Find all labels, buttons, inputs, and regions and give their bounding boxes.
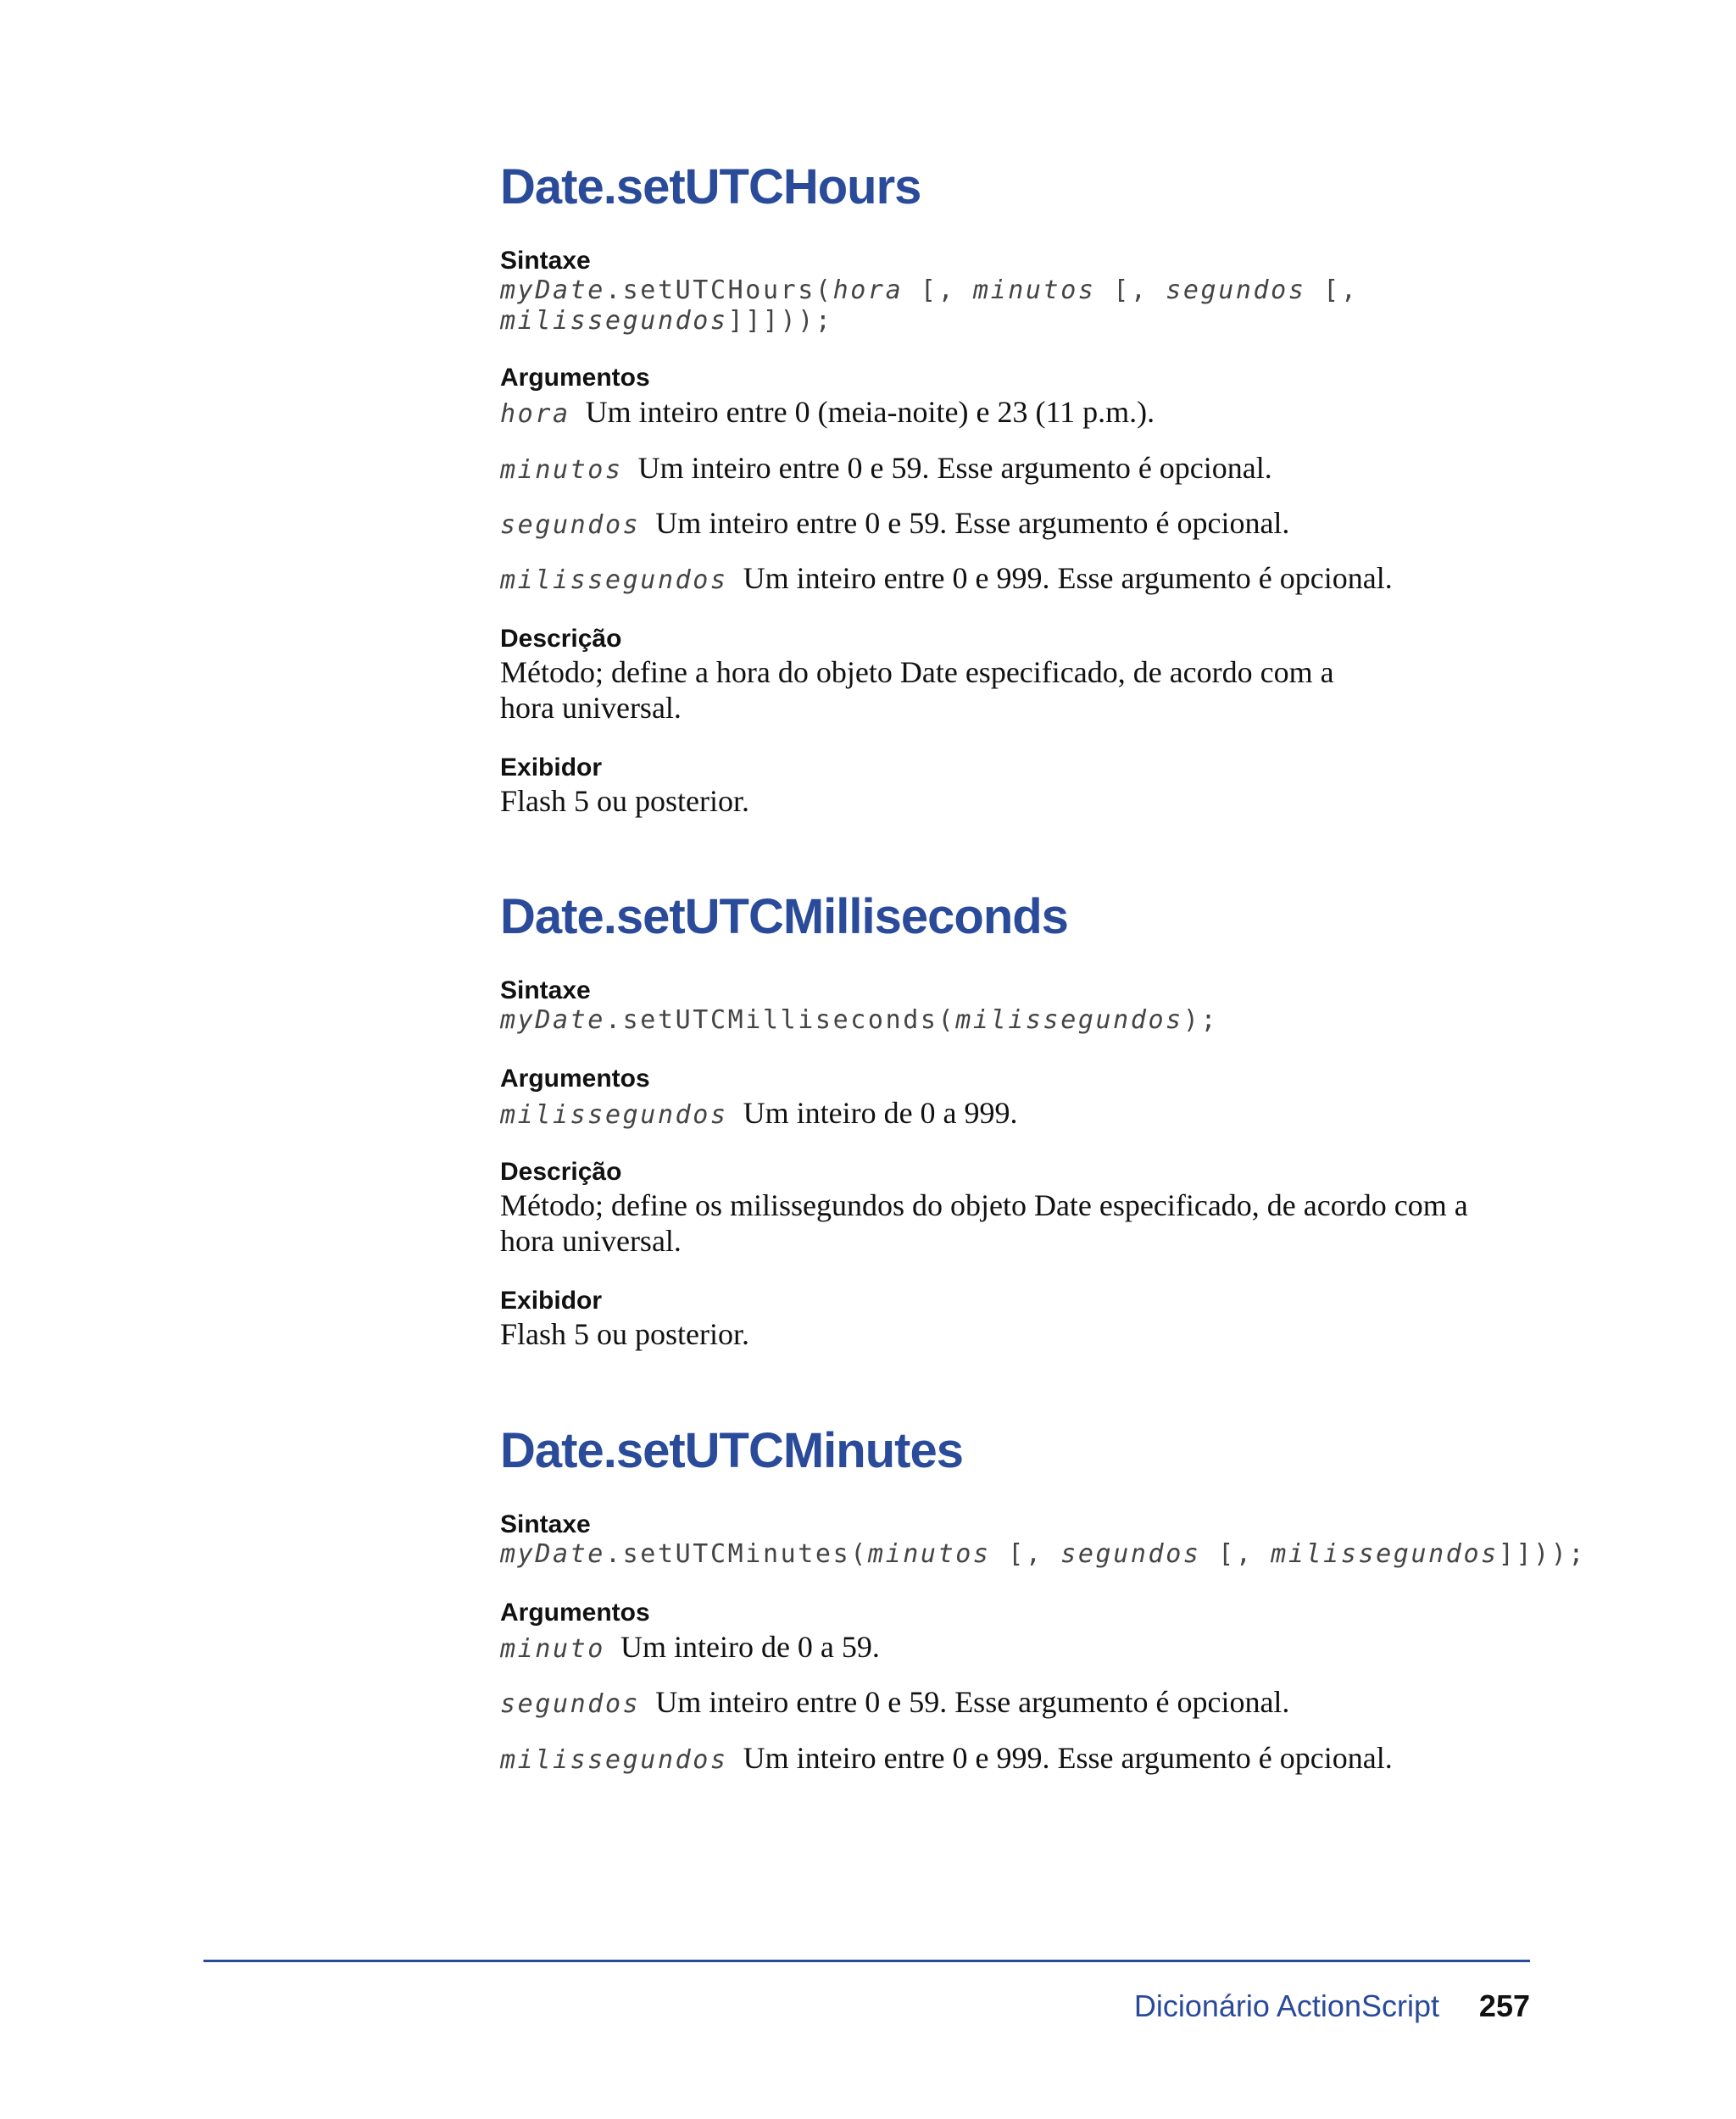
argument-name: minutos [500,455,623,485]
argument-item [500,1739,1393,1779]
syntax-param: milissegundos [1271,1539,1499,1569]
argument-item [500,504,1289,544]
syntax-separator: [, [1200,1539,1271,1569]
syntax-param: milissegundos [955,1005,1183,1035]
syntax-method: .setUTCMinutes( [604,1539,868,1569]
entry-title: Date.setUTCMinutes [500,1423,963,1478]
syntax-code-line2 [500,305,833,337]
syntax-param: minutos [972,275,1096,305]
argument-desc: Um inteiro entre 0 e 999. Esse argumento é opcional. [743,561,1393,595]
syntax-param: segundos [1166,275,1306,305]
syntax-separator: [, [990,1539,1061,1569]
description-text: Método; define os milissegundos do objeto Date especificado, de acordo com a [500,1188,1468,1222]
syntax-param: segundos [1060,1539,1201,1569]
description-label: Descrição [500,625,622,653]
syntax-object: myDate [500,275,605,305]
description-text: Método; define a hora do objeto Date especificado, de acordo com a [500,655,1334,689]
footer-book-title: Dicionário ActionScript [1133,1988,1439,2023]
entry-title: Date.setUTCMilliseconds [500,889,1068,944]
syntax-end: ]]])); [727,306,833,336]
section-setutcminutes [500,1423,1587,1775]
argument-name: hora [500,399,570,429]
argument-item [500,449,1272,489]
argument-item [500,1683,1289,1723]
argument-desc: Um inteiro entre 0 e 999. Esse argumento é opcional. [743,1741,1393,1775]
argument-name: milissegundos [500,565,728,595]
argument-desc: Um inteiro de 0 a 999. [743,1096,1018,1130]
syntax-code [500,275,1359,307]
syntax-separator: [, [1095,275,1166,305]
section-setutchours [500,159,1517,818]
description-text-line2: hora universal. [500,1224,682,1258]
argument-desc: Um inteiro entre 0 (meia-noite) e 23 (11 p.m.). [585,395,1155,429]
syntax-end: ]])); [1498,1539,1587,1569]
syntax-object: myDate [500,1005,605,1035]
syntax-end: ); [1182,1005,1219,1035]
argument-name: milissegundos [500,1100,728,1130]
syntax-label: Sintaxe [500,1510,591,1538]
arguments-label: Argumentos [500,1599,650,1627]
argument-desc: Um inteiro de 0 a 59. [620,1630,880,1664]
player-text: Flash 5 ou posterior. [500,1317,749,1351]
argument-name: segundos [500,1689,641,1719]
syntax-label: Sintaxe [500,247,591,275]
argument-name: minuto [500,1634,605,1664]
syntax-label: Sintaxe [500,976,591,1004]
argument-name: milissegundos [500,1745,728,1775]
argument-item [500,559,1393,599]
player-label: Exibidor [500,1287,603,1315]
description-label: Descrição [500,1158,622,1186]
argument-item [500,1094,1018,1134]
arguments-label: Argumentos [500,364,650,392]
syntax-code [500,1538,1586,1571]
syntax-separator: [, [1305,275,1359,305]
argument-name: segundos [500,510,641,540]
syntax-param: milissegundos [500,306,728,336]
syntax-method: .setUTCHours( [604,275,833,305]
footer-rule [203,1960,1530,1962]
argument-desc: Um inteiro entre 0 e 59. Esse argumento é opcional. [655,506,1290,540]
argument-item [500,1628,880,1668]
argument-desc: Um inteiro entre 0 e 59. Esse argumento é opcional. [637,451,1272,485]
argument-desc: Um inteiro entre 0 e 59. Esse argumento é opcional. [655,1685,1290,1719]
syntax-param: hora [832,275,904,305]
entry-title: Date.setUTCHours [500,159,921,214]
syntax-code [500,1004,1218,1037]
section-setutcmilliseconds [500,889,1517,1351]
syntax-object: myDate [500,1539,605,1569]
syntax-method: .setUTCMilliseconds( [604,1005,956,1035]
page-number: 257 [1478,1988,1530,2023]
argument-item [500,393,1155,433]
syntax-separator: [, [903,275,973,305]
arguments-label: Argumentos [500,1065,650,1093]
description-text-line2: hora universal. [500,691,682,725]
player-label: Exibidor [500,754,603,781]
syntax-param: minutos [867,1539,991,1569]
player-text: Flash 5 ou posterior. [500,784,749,818]
